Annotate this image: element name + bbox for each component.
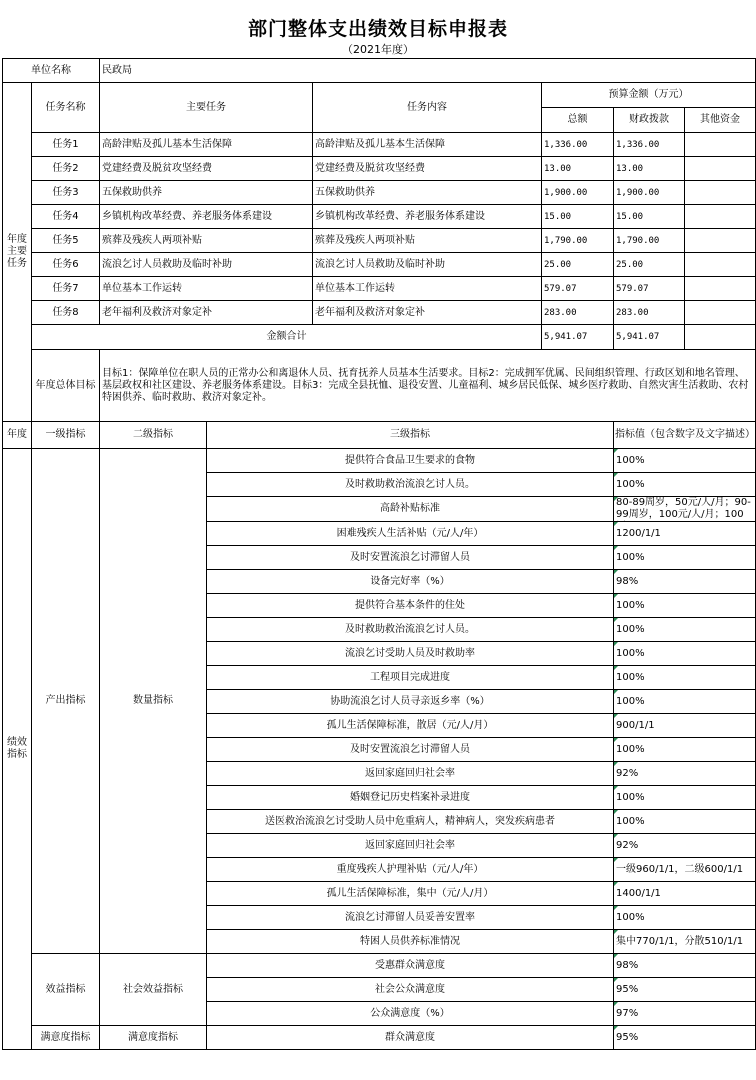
col-level2: 二级指标 bbox=[100, 422, 207, 449]
indicator-value: 1400/1/1 bbox=[614, 882, 756, 906]
task-name: 任务3 bbox=[32, 181, 100, 205]
output-level2: 数量指标 bbox=[100, 449, 207, 954]
task-row bbox=[3, 205, 756, 229]
task-content: 党建经费及脱贫攻坚经费 bbox=[313, 157, 542, 181]
indicator-level3: 设备完好率（%） bbox=[207, 570, 614, 594]
indicator-level3: 协助流浪乞讨人员寻亲返乡率（%） bbox=[207, 690, 614, 714]
goals-text: 目标1：保障单位在职人员的正常办公和离退休人员、抚育抚养人员基本生活要求。目标2：完成拥军优属、民间组织管理、行政区划和地名管理、基层政权和社区建设、养老服务体系建设。目标3：完成全县抚恤、退役安置、儿童福利、城乡居民低保、城乡医疗救助、自然灾害生活救助、农村特困供养、临时救助、救济对象定补。 bbox=[100, 350, 756, 422]
task-total: 579.07 bbox=[542, 277, 614, 301]
task-total: 1,790.00 bbox=[542, 229, 614, 253]
indicator-level3: 流浪乞讨滞留人员妥善安置率 bbox=[207, 906, 614, 930]
indicator-value: 100% bbox=[614, 906, 756, 930]
indicator-value: 100% bbox=[614, 473, 756, 497]
indicator-level3: 提供符合食品卫生要求的食物 bbox=[207, 449, 614, 473]
goals-side-label: 年度总体目标 bbox=[32, 350, 100, 422]
indicator-value-text: 80-89周岁，50元/人/月；90-99周岁，100元/人/月；100 bbox=[616, 497, 751, 520]
indicators-header-row bbox=[3, 422, 756, 449]
task-other bbox=[685, 181, 756, 205]
indicator-level3: 重度残疾人护理补贴（元/人/年） bbox=[207, 858, 614, 882]
indicator-level3: 婚姻登记历史档案补录进度 bbox=[207, 786, 614, 810]
task-fiscal: 283.00 bbox=[614, 301, 685, 325]
indicator-value: 97% bbox=[614, 1002, 756, 1026]
col-task-content: 任务内容 bbox=[313, 83, 542, 133]
task-main: 老年福利及救济对象定补 bbox=[100, 301, 313, 325]
indicator-value bbox=[614, 497, 756, 522]
task-name: 任务5 bbox=[32, 229, 100, 253]
task-other bbox=[685, 301, 756, 325]
indicator-level3: 孤儿生活保障标准，散居（元/人/月） bbox=[207, 714, 614, 738]
report-year: （2021年度） bbox=[342, 43, 414, 56]
indicator-level3: 提供符合基本条件的住处 bbox=[207, 594, 614, 618]
task-content: 老年福利及救济对象定补 bbox=[313, 301, 542, 325]
task-row bbox=[3, 229, 756, 253]
indicator-level3: 及时安置流浪乞讨滞留人员 bbox=[207, 546, 614, 570]
indicator-level3: 流浪乞讨受助人员及时救助率 bbox=[207, 642, 614, 666]
task-total: 15.00 bbox=[542, 205, 614, 229]
task-row bbox=[3, 253, 756, 277]
task-other bbox=[685, 133, 756, 157]
task-other bbox=[685, 277, 756, 301]
sum-label: 金额合计 bbox=[32, 325, 542, 350]
task-main: 高龄津贴及孤儿基本生活保障 bbox=[100, 133, 313, 157]
task-main: 五保救助供养 bbox=[100, 181, 313, 205]
col-level3: 三级指标 bbox=[207, 422, 614, 449]
task-other bbox=[685, 229, 756, 253]
indicator-level3: 受惠群众满意度 bbox=[207, 954, 614, 978]
indicator-value: 100% bbox=[614, 666, 756, 690]
col-level1: 一级指标 bbox=[32, 422, 100, 449]
sum-row bbox=[3, 325, 756, 350]
sum-fiscal: 5,941.07 bbox=[614, 325, 685, 350]
task-other bbox=[685, 205, 756, 229]
indicator-level3: 群众满意度 bbox=[207, 1026, 614, 1050]
indicators-side-label: 绩效指标 bbox=[3, 449, 32, 1050]
indicator-row bbox=[3, 1026, 756, 1050]
col-fiscal: 财政拨款 bbox=[614, 108, 685, 133]
task-content: 高龄津贴及孤儿基本生活保障 bbox=[313, 133, 542, 157]
task-fiscal: 1,790.00 bbox=[614, 229, 685, 253]
task-total: 283.00 bbox=[542, 301, 614, 325]
task-name: 任务8 bbox=[32, 301, 100, 325]
indicator-value: 95% bbox=[614, 1026, 756, 1050]
indicator-value: 100% bbox=[614, 642, 756, 666]
task-row bbox=[3, 133, 756, 157]
indicator-value: 95% bbox=[614, 978, 756, 1002]
indicator-level3: 困难残疾人生活补贴（元/人/年） bbox=[207, 522, 614, 546]
indicator-value: 98% bbox=[614, 570, 756, 594]
tasks-side-label: 年度主要任务 bbox=[3, 83, 32, 422]
task-other bbox=[685, 253, 756, 277]
tasks-header-row bbox=[3, 83, 756, 108]
task-fiscal: 1,336.00 bbox=[614, 133, 685, 157]
task-other bbox=[685, 157, 756, 181]
task-row bbox=[3, 301, 756, 325]
task-main: 殡葬及残疾人两项补贴 bbox=[100, 229, 313, 253]
task-row bbox=[3, 181, 756, 205]
task-name: 任务2 bbox=[32, 157, 100, 181]
indicator-row bbox=[3, 449, 756, 473]
indicator-value: 100% bbox=[614, 618, 756, 642]
task-content: 单位基本工作运转 bbox=[313, 277, 542, 301]
task-total: 13.00 bbox=[542, 157, 614, 181]
task-name: 任务6 bbox=[32, 253, 100, 277]
indicator-level3: 送医救治流浪乞讨受助人员中危重病人，精神病人，突发疾病患者 bbox=[207, 810, 614, 834]
indicator-level3: 特困人员供养标准情况 bbox=[207, 930, 614, 954]
indicator-level3: 返回家庭回归社会率 bbox=[207, 834, 614, 858]
col-other: 其他资金 bbox=[685, 108, 756, 133]
indicator-level3: 高龄补贴标准 bbox=[207, 497, 614, 522]
indicator-value: 100% bbox=[614, 810, 756, 834]
indicator-level3: 及时安置流浪乞讨滞留人员 bbox=[207, 738, 614, 762]
col-task-name: 任务名称 bbox=[32, 83, 100, 133]
indicator-value: 100% bbox=[614, 594, 756, 618]
task-name: 任务1 bbox=[32, 133, 100, 157]
task-total: 25.00 bbox=[542, 253, 614, 277]
indicator-level3: 社会公众满意度 bbox=[207, 978, 614, 1002]
indicator-value: 92% bbox=[614, 762, 756, 786]
indicator-level3: 公众满意度（%） bbox=[207, 1002, 614, 1026]
unit-row bbox=[3, 59, 756, 83]
task-main: 单位基本工作运转 bbox=[100, 277, 313, 301]
indicator-level3: 及时救助救治流浪乞讨人员。 bbox=[207, 618, 614, 642]
col-indicator-value: 指标值（包含数字及文字描述） bbox=[614, 422, 756, 449]
task-fiscal: 13.00 bbox=[614, 157, 685, 181]
indicator-level3: 孤儿生活保障标准，集中（元/人/月） bbox=[207, 882, 614, 906]
indicator-level3: 工程项目完成进度 bbox=[207, 666, 614, 690]
sum-total: 5,941.07 bbox=[542, 325, 614, 350]
benefit-level1: 效益指标 bbox=[32, 954, 100, 1026]
task-name: 任务7 bbox=[32, 277, 100, 301]
task-content: 流浪乞讨人员救助及临时补助 bbox=[313, 253, 542, 277]
satisfaction-level2: 满意度指标 bbox=[100, 1026, 207, 1050]
task-main: 流浪乞讨人员救助及临时补助 bbox=[100, 253, 313, 277]
indicator-level3: 返回家庭回归社会率 bbox=[207, 762, 614, 786]
task-main: 乡镇机构改革经费、养老服务体系建设 bbox=[100, 205, 313, 229]
performance-table bbox=[2, 58, 756, 1050]
indicator-value: 100% bbox=[614, 449, 756, 473]
task-content: 五保救助供养 bbox=[313, 181, 542, 205]
indicator-value: 一级960/1/1，二级600/1/1 bbox=[614, 858, 756, 882]
task-name: 任务4 bbox=[32, 205, 100, 229]
task-row bbox=[3, 277, 756, 301]
col-main-task: 主要任务 bbox=[100, 83, 313, 133]
task-total: 1,336.00 bbox=[542, 133, 614, 157]
indicator-level3: 及时救助救治流浪乞讨人员。 bbox=[207, 473, 614, 497]
indicator-value: 100% bbox=[614, 786, 756, 810]
task-fiscal: 25.00 bbox=[614, 253, 685, 277]
indicator-value: 100% bbox=[614, 690, 756, 714]
task-content: 乡镇机构改革经费、养老服务体系建设 bbox=[313, 205, 542, 229]
task-content: 殡葬及残疾人两项补贴 bbox=[313, 229, 542, 253]
output-level1: 产出指标 bbox=[32, 449, 100, 954]
goals-row bbox=[3, 350, 756, 422]
task-fiscal: 1,900.00 bbox=[614, 181, 685, 205]
unit-label: 单位名称 bbox=[3, 59, 100, 83]
indicator-value: 集中770/1/1，分散510/1/1 bbox=[614, 930, 756, 954]
col-budget: 预算金额（万元） bbox=[542, 83, 756, 108]
indicator-value: 100% bbox=[614, 738, 756, 762]
col-total: 总额 bbox=[542, 108, 614, 133]
indicator-value: 98% bbox=[614, 954, 756, 978]
task-total: 1,900.00 bbox=[542, 181, 614, 205]
benefit-level2: 社会效益指标 bbox=[100, 954, 207, 1026]
indicator-value: 92% bbox=[614, 834, 756, 858]
indicator-value: 900/1/1 bbox=[614, 714, 756, 738]
col-year: 年度 bbox=[3, 422, 32, 449]
task-fiscal: 15.00 bbox=[614, 205, 685, 229]
indicator-row bbox=[3, 954, 756, 978]
sum-other bbox=[685, 325, 756, 350]
page-title: 部门整体支出绩效目标申报表 bbox=[247, 18, 508, 40]
unit-value: 民政局 bbox=[100, 59, 756, 83]
satisfaction-level1: 满意度指标 bbox=[32, 1026, 100, 1050]
task-row bbox=[3, 157, 756, 181]
task-main: 党建经费及脱贫攻坚经费 bbox=[100, 157, 313, 181]
indicator-value: 1200/1/1 bbox=[614, 522, 756, 546]
task-fiscal: 579.07 bbox=[614, 277, 685, 301]
indicator-value: 100% bbox=[614, 546, 756, 570]
